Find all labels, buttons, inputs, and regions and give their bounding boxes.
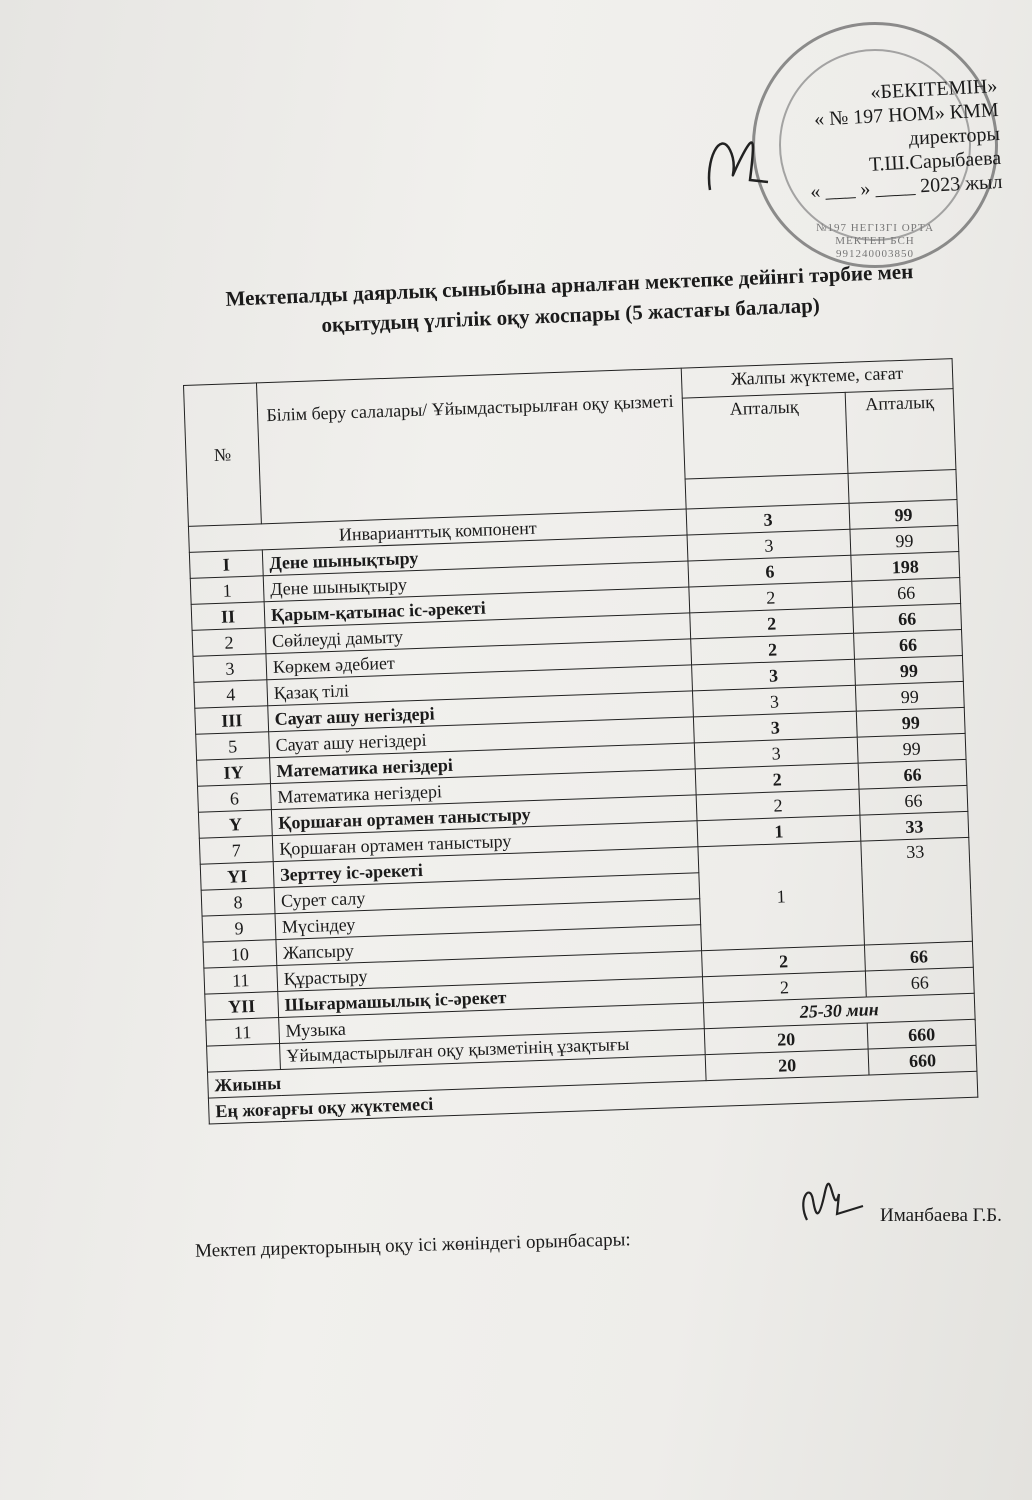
cell-name: Музыка	[279, 1003, 705, 1044]
cell-no: 11	[206, 1018, 280, 1047]
cell-weekly: 3	[687, 529, 851, 561]
cell-yearly: 99	[855, 681, 964, 711]
cell-weekly: 20	[704, 1023, 868, 1055]
approval-block	[767, 74, 1003, 206]
cell-no: 7	[199, 836, 273, 865]
cell-yearly: 198	[851, 552, 960, 582]
cell-yearly: 33	[860, 811, 969, 841]
cell-no: I	[189, 550, 263, 579]
cell-weekly: 2	[696, 789, 860, 821]
cell-name: Сөйлеуді дамыту	[265, 613, 691, 654]
cell-weekly: 2	[695, 763, 859, 795]
deputy-position: Мектеп директорының оқу ісі жөніндегі орынбасары:	[194, 1229, 631, 1262]
cell-weekly: 6	[688, 555, 852, 587]
cell-no: 1	[190, 576, 264, 605]
max-load-label: Ең жоғарғы оқу жүктемесі	[208, 1071, 977, 1124]
cell-no: 9	[202, 914, 276, 943]
cell-name: Қарым-қатынас іс-әрекеті	[264, 587, 690, 628]
cell-no: 11	[204, 966, 278, 995]
stamp-ring-text: №197 НЕГІЗГІ ОРТА МЕКТЕП БСН 991240003850	[815, 222, 935, 260]
cell-weekly: 2	[702, 971, 866, 1003]
cell-weekly: 2	[702, 945, 866, 977]
cell-name: Зерттеу іс-әрекеті	[273, 847, 699, 888]
cell-weekly: 3	[693, 711, 857, 743]
cell-weekly: 1	[697, 815, 861, 847]
cell-yearly: 66	[854, 629, 963, 659]
cell-yearly: 99	[854, 655, 963, 685]
cell-no: III	[195, 706, 269, 735]
approve-label: «БЕКІТЕМІН»	[869, 75, 998, 104]
deputy-signature	[795, 1180, 865, 1225]
cell-yearly: 660	[867, 1019, 976, 1049]
total-yearly: 660	[868, 1045, 977, 1075]
cell-name: Шығармашылық іс-әрекет	[278, 977, 704, 1018]
cell-weekly: 3	[692, 685, 856, 717]
cell-no: 3	[193, 654, 267, 683]
cell-no: 10	[203, 940, 277, 969]
cell-no: 8	[201, 888, 275, 917]
cell-name: Дене шынықтыру	[263, 561, 689, 602]
cell-no: 6	[198, 784, 272, 813]
cell-yearly: 66	[858, 759, 967, 789]
cell-name: Математика негіздері	[270, 743, 696, 784]
cell-yearly: 66	[853, 603, 962, 633]
cell-weekly: 1	[698, 841, 865, 951]
invariant-label: Инварианттық компонент	[188, 509, 687, 552]
cell-no: Y	[198, 810, 272, 839]
total-weekly: 20	[705, 1049, 869, 1081]
cell-name: Көркем әдебиет	[266, 639, 692, 680]
cell-name: Дене шынықтыру	[262, 535, 688, 576]
cell-no: 4	[194, 680, 268, 709]
cell-name: Сауат ашу негіздері	[269, 717, 695, 758]
curriculum-table	[183, 358, 978, 1124]
cell-name: Қоршаған ортамен таныстыру	[272, 821, 698, 862]
cell-name: Жапсыру	[276, 925, 702, 966]
cell-name: Құрастыру	[277, 951, 703, 992]
cell-weekly: 2	[689, 581, 853, 613]
cell-no: 2	[192, 628, 266, 657]
cell-no: YI	[200, 862, 274, 891]
cell-name: Мүсіндеу	[275, 899, 701, 940]
cell-yearly: 66	[864, 941, 973, 971]
cell-yearly: 99	[856, 707, 965, 737]
cell-weekly: 3	[694, 737, 858, 769]
cell-name: Сауат ашу негіздері	[268, 691, 694, 732]
cell-name: Сурет салу	[274, 873, 700, 914]
cell-weekly: 3	[686, 503, 850, 535]
duration-label: Ұйымдастырылған оқу қызметінің ұзақтығы	[280, 1029, 706, 1070]
cell-yearly: 99	[857, 733, 966, 763]
header-weekly: Апталық	[682, 392, 848, 479]
cell-weekly: 3	[692, 659, 856, 691]
cell-yearly: 99	[850, 526, 959, 556]
deputy-name: Иманбаева Г.Б.	[880, 1205, 1002, 1226]
duration-value: 25-30 мин	[703, 993, 975, 1028]
header-area: Білім беру салалары/ Ұйымдастырылған оқу қызметі	[256, 368, 686, 524]
approve-role: директоры	[908, 122, 1001, 150]
cell-weekly: 2	[690, 607, 854, 639]
cell-name: Қазақ тілі	[267, 665, 693, 706]
cell-no: YII	[205, 992, 279, 1021]
cell-yearly: 99	[849, 500, 958, 530]
header-no: №	[184, 383, 262, 526]
cell-name: Математика негіздері	[270, 769, 696, 810]
total-label: Жиыны	[207, 1055, 706, 1098]
header-yearly: Апталық	[845, 388, 956, 473]
director-signature	[700, 120, 770, 200]
approve-name: Т.Ш.Сарыбаева	[868, 146, 1002, 176]
cell-weekly: 2	[691, 633, 855, 665]
cell-no: II	[191, 602, 265, 631]
cell-yearly: 66	[865, 967, 974, 997]
cell-yearly: 66	[859, 785, 968, 815]
cell-name: Қоршаған ортамен таныстыру	[271, 795, 697, 836]
document-title: Мектепалды даярлық сыныбына арналған мектепке дейінгі тәрбие мен оқытудың үлгілік оқу жоспары (5 жастағы балалар)	[225, 259, 914, 337]
header-total: Жалпы жүктеме, сағат	[681, 359, 953, 398]
cell-yearly: 66	[852, 578, 961, 608]
cell-no: 5	[196, 732, 270, 761]
approve-org: « № 197 НОМ» КММ	[813, 99, 1000, 131]
approve-date: « ___ » ____ 2023 жыл	[809, 170, 1003, 203]
cell-no: IY	[197, 758, 271, 787]
cell-yearly: 33	[861, 837, 973, 945]
